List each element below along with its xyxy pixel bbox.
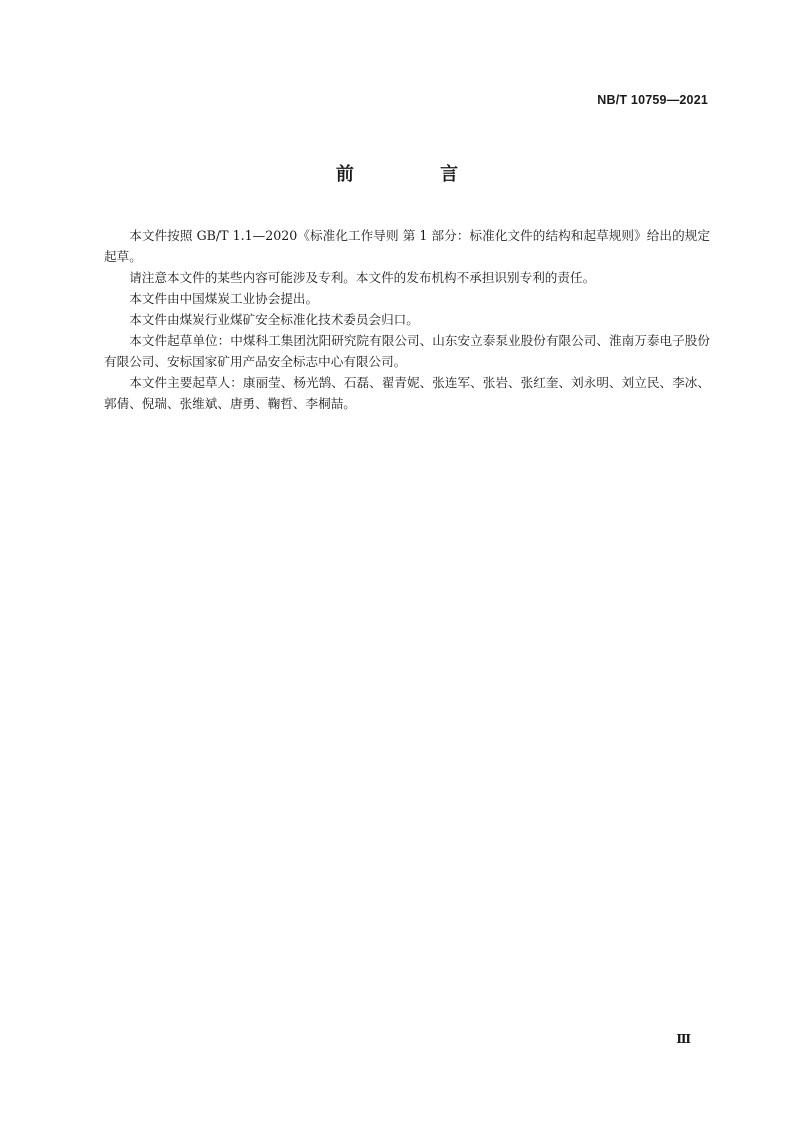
- foreword-body: [104, 225, 710, 414]
- document-code: NB/T 10759—2021: [597, 93, 708, 107]
- page-number: Ⅲ: [676, 1032, 691, 1046]
- paragraph-drafting-rules: 本文件按照 GB/T 1.1—2020《标准化工作导则 第 1 部分：标准化文件的结构和起草规则》给出的规定起草。: [104, 228, 710, 264]
- paragraph-proposer: 本文件由中国煤炭工业协会提出。: [129, 291, 319, 306]
- paragraph-drafters: 本文件主要起草人：康丽莹、杨光鹄、石磊、翟青妮、张连军、张岩、张红奎、刘永明、刘立民、李冰、郭倩、倪瑞、张维斌、唐勇、鞠哲、李桐喆。: [104, 375, 710, 411]
- paragraph-technical-committee: 本文件由煤炭行业煤矿安全标准化技术委员会归口。: [129, 312, 419, 327]
- paragraph-drafting-organizations: 本文件起草单位：中煤科工集团沈阳研究院有限公司、山东安立泰泵业股份有限公司、淮南万泰电子股份有限公司、安标国家矿用产品安全标志中心有限公司。: [104, 333, 710, 369]
- paragraph-patent-notice: 请注意本文件的某些内容可能涉及专利。本文件的发布机构不承担识别专利的责任。: [129, 270, 596, 285]
- page-title: 前 言: [335, 164, 499, 185]
